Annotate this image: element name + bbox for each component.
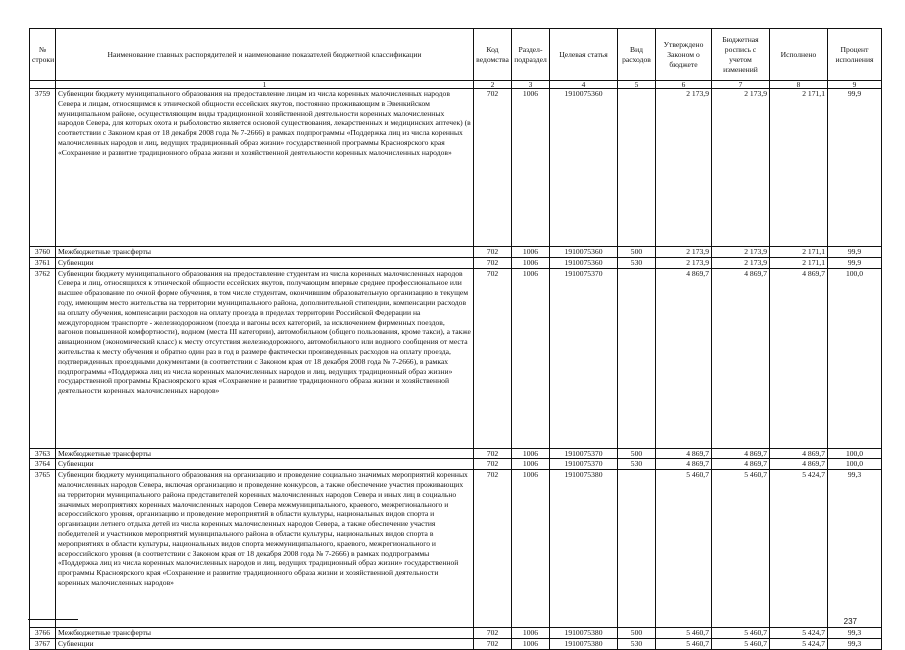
row-executed: 5 424,7 [770, 470, 828, 628]
row-approved: 2 173,9 [656, 257, 712, 268]
row-percent: 100,0 [828, 459, 882, 470]
row-executed: 4 869,7 [770, 448, 828, 459]
row-section: 1006 [512, 247, 550, 258]
row-dept-code: 702 [474, 459, 512, 470]
row-section: 1006 [512, 268, 550, 448]
header-name: Наименование главных распорядителей и наименование показателей бюджетной классификации [56, 29, 474, 81]
row-target: 1910075360 [550, 247, 618, 258]
row-expense-type: 530 [618, 459, 656, 470]
row-percent: 99,3 [828, 628, 882, 639]
row-number: 3764 [30, 459, 56, 470]
row-target: 1910075370 [550, 459, 618, 470]
table-header-row [30, 29, 882, 81]
row-expense-type: 500 [618, 448, 656, 459]
row-percent: 99,9 [828, 257, 882, 268]
row-section: 1006 [512, 638, 550, 649]
row-percent: 99,3 [828, 638, 882, 649]
row-target: 1910075380 [550, 628, 618, 639]
row-dept-code: 702 [474, 638, 512, 649]
table-row [30, 268, 882, 448]
row-dept-code: 702 [474, 257, 512, 268]
column-number: 2 [474, 81, 512, 89]
row-schedule: 4 869,7 [712, 448, 770, 459]
row-schedule: 2 173,9 [712, 247, 770, 258]
row-number: 3765 [30, 470, 56, 628]
row-schedule: 4 869,7 [712, 268, 770, 448]
column-number-blank [30, 81, 56, 89]
row-target: 1910075360 [550, 257, 618, 268]
row-approved: 4 869,7 [656, 448, 712, 459]
row-percent: 100,0 [828, 448, 882, 459]
row-dept-code: 702 [474, 247, 512, 258]
header-executed: Исполнено [770, 29, 828, 81]
row-expense-type [618, 268, 656, 448]
row-section: 1006 [512, 628, 550, 639]
row-executed: 4 869,7 [770, 268, 828, 448]
row-dept-code: 702 [474, 268, 512, 448]
row-target: 1910075370 [550, 448, 618, 459]
row-schedule: 2 173,9 [712, 89, 770, 247]
column-number: 7 [712, 81, 770, 89]
row-expense-type: 500 [618, 628, 656, 639]
page-number: 237 [843, 617, 857, 626]
row-name: Субвенции [56, 459, 474, 470]
row-dept-code: 702 [474, 89, 512, 247]
row-name: Субвенции [56, 638, 474, 649]
row-name: Субвенции [56, 257, 474, 268]
row-percent: 100,0 [828, 268, 882, 448]
row-schedule: 5 460,7 [712, 470, 770, 628]
row-name: Субвенции бюджету муниципального образования на предоставление студентам из числа коренных малочисленных народов Севера и лиц, относящихся к этнической общности ессейских якутов, получающим впервые среднее профессиональное или высшее образование по очной форме обучения, в том числе студентам, окончившим образовательную организацию в текущем году, имеющим место жительства на территории муниципального района, дополнительной стипендии, компенсации расходов на оплату обучения, компенсации расходов на оплату проезда в пределах территории Российской Федерации на междугородном транспорте - железнодорожном (поезда и вагоны всех категорий, за исключением фирменных поездов, вагонов повышенной комфортности), водном (места III категории), автомобильном (общего пользования, кроме такси), а также авиационном (экономический класс) к месту отсутствия железнодорожного, автомобильного или водного сообщения от места жительства к месту обучения и обратно один раз в год в размере фактически произведенных расходов на оплату проезда, подтвержденных проездными документами (в соответствии с Законом края от 18 декабря 2008 года № 7-2666), в рамках подпрограммы «Поддержка лиц из числа коренных малочисленных народов и лиц, ведущих традиционный образ жизни» государственной программы Красноярского края «Сохранение и развитие традиционного образа жизни и хозяйственной деятельности коренных малочисленных народов» [56, 268, 474, 448]
row-name: Межбюджетные трансферты [56, 247, 474, 258]
row-executed: 2 171,1 [770, 257, 828, 268]
column-number: 8 [770, 81, 828, 89]
row-target: 1910075370 [550, 268, 618, 448]
row-expense-type [618, 89, 656, 247]
row-percent: 99,3 [828, 470, 882, 628]
budget-execution-table [29, 28, 882, 650]
column-number-row [30, 81, 882, 89]
row-section: 1006 [512, 257, 550, 268]
row-approved: 2 173,9 [656, 247, 712, 258]
row-schedule: 4 869,7 [712, 459, 770, 470]
row-dept-code: 702 [474, 470, 512, 628]
row-approved: 4 869,7 [656, 459, 712, 470]
header-target: Целевая статья [550, 29, 618, 81]
row-name: Субвенции бюджету муниципального образования на организацию и проведение социально значимых мероприятий коренных малочисленных народов Севера, включая организацию и проведение конкурсов, а также обеспечение участия проживающих на территории муниципального района представителей коренных малочисленных народов Севера и иных лиц в социально значимых мероприятиях коренных малочисленных народов Севера межмуниципального, краевого, межрегионального и всероссийского уровня, организацию и проведение мероприятий в области культуры, национальных видов спорта и организации летнего отдыха детей из числа коренных малочисленных народов Севера, а также обеспечение участия победителей и участников мероприятий муниципального района в области культуры, национальных видов спорта в мероприятиях в области культуры, национальных видов спорта межмуниципального, краевого, межрегионального и всероссийского уровня (в соответствии с Законом края от 18 декабря 2008 года № 7-2666) в рамках подпрограммы «Поддержка лиц из числа коренных малочисленных народов и лиц, ведущих традиционный образ жизни» государственной программы Красноярского края «Сохранение и развитие традиционного образа жизни и хозяйственной деятельности коренных малочисленных народов» [56, 470, 474, 628]
header-row-no: № строки [30, 29, 56, 81]
row-name: Субвенции бюджету муниципального образования на предоставление лицам из числа коренных малочисленных народов Севера и лицам, относящимся к этнической общности ессейских якутов, постоянно проживающим в Эвенкийском муниципальном районе, осуществляющим виды традиционной хозяйственной деятельности коренных малочисленных народов Севера, для которых охота и рыболовство является основой существования, лекарственных и медицинских аптечек) (в соответствии с Законом края от 18 декабря 2008 года № 7-2666) в рамках подпрограммы «Поддержка лиц из числа коренных малочисленных народов и лиц, ведущих традиционный образ жизни» государственной программы Красноярского края «Сохранение и развитие традиционного образа жизни и хозяйственной деятельности коренных малочисленных народов» [56, 89, 474, 247]
row-section: 1006 [512, 89, 550, 247]
column-number: 3 [512, 81, 550, 89]
column-number: 5 [618, 81, 656, 89]
row-name: Межбюджетные трансферты [56, 448, 474, 459]
column-number: 1 [56, 81, 474, 89]
row-number: 3760 [30, 247, 56, 258]
table-row [30, 628, 882, 639]
row-expense-type: 530 [618, 638, 656, 649]
table-row [30, 459, 882, 470]
row-schedule: 5 460,7 [712, 638, 770, 649]
header-budget-schedule: Бюджетная роспись с учетом изменений [712, 29, 770, 81]
header-expense-type: Вид расходов [618, 29, 656, 81]
header-approved: Утверждено Законом о бюджете [656, 29, 712, 81]
header-dept-code: Код ведомства [474, 29, 512, 81]
table-row [30, 470, 882, 628]
row-target: 1910075360 [550, 89, 618, 247]
row-approved: 5 460,7 [656, 470, 712, 628]
row-approved: 4 869,7 [656, 268, 712, 448]
table-row [30, 247, 882, 258]
header-percent: Процент исполнения [828, 29, 882, 81]
row-executed: 2 171,1 [770, 247, 828, 258]
row-number: 3759 [30, 89, 56, 247]
row-approved: 2 173,9 [656, 89, 712, 247]
row-approved: 5 460,7 [656, 638, 712, 649]
row-executed: 2 171,1 [770, 89, 828, 247]
header-section: Раздел-подраздел [512, 29, 550, 81]
column-number: 9 [828, 81, 882, 89]
row-number: 3761 [30, 257, 56, 268]
column-number: 4 [550, 81, 618, 89]
table-row [30, 638, 882, 649]
row-dept-code: 702 [474, 448, 512, 459]
row-percent: 99,9 [828, 247, 882, 258]
row-executed: 4 869,7 [770, 459, 828, 470]
row-section: 1006 [512, 459, 550, 470]
table-row [30, 89, 882, 247]
row-expense-type: 530 [618, 257, 656, 268]
row-executed: 5 424,7 [770, 638, 828, 649]
column-number: 6 [656, 81, 712, 89]
row-dept-code: 702 [474, 628, 512, 639]
row-schedule: 2 173,9 [712, 257, 770, 268]
row-number: 3762 [30, 268, 56, 448]
footer-rule [28, 619, 78, 620]
table-row [30, 257, 882, 268]
row-schedule: 5 460,7 [712, 628, 770, 639]
row-approved: 5 460,7 [656, 628, 712, 639]
row-section: 1006 [512, 470, 550, 628]
table-row [30, 448, 882, 459]
row-section: 1006 [512, 448, 550, 459]
row-expense-type: 500 [618, 247, 656, 258]
row-percent: 99,9 [828, 89, 882, 247]
row-target: 1910075380 [550, 638, 618, 649]
row-number: 3767 [30, 638, 56, 649]
row-number: 3763 [30, 448, 56, 459]
row-number: 3766 [30, 628, 56, 639]
row-expense-type [618, 470, 656, 628]
row-target: 1910075380 [550, 470, 618, 628]
row-executed: 5 424,7 [770, 628, 828, 639]
row-name: Межбюджетные трансферты [56, 628, 474, 639]
